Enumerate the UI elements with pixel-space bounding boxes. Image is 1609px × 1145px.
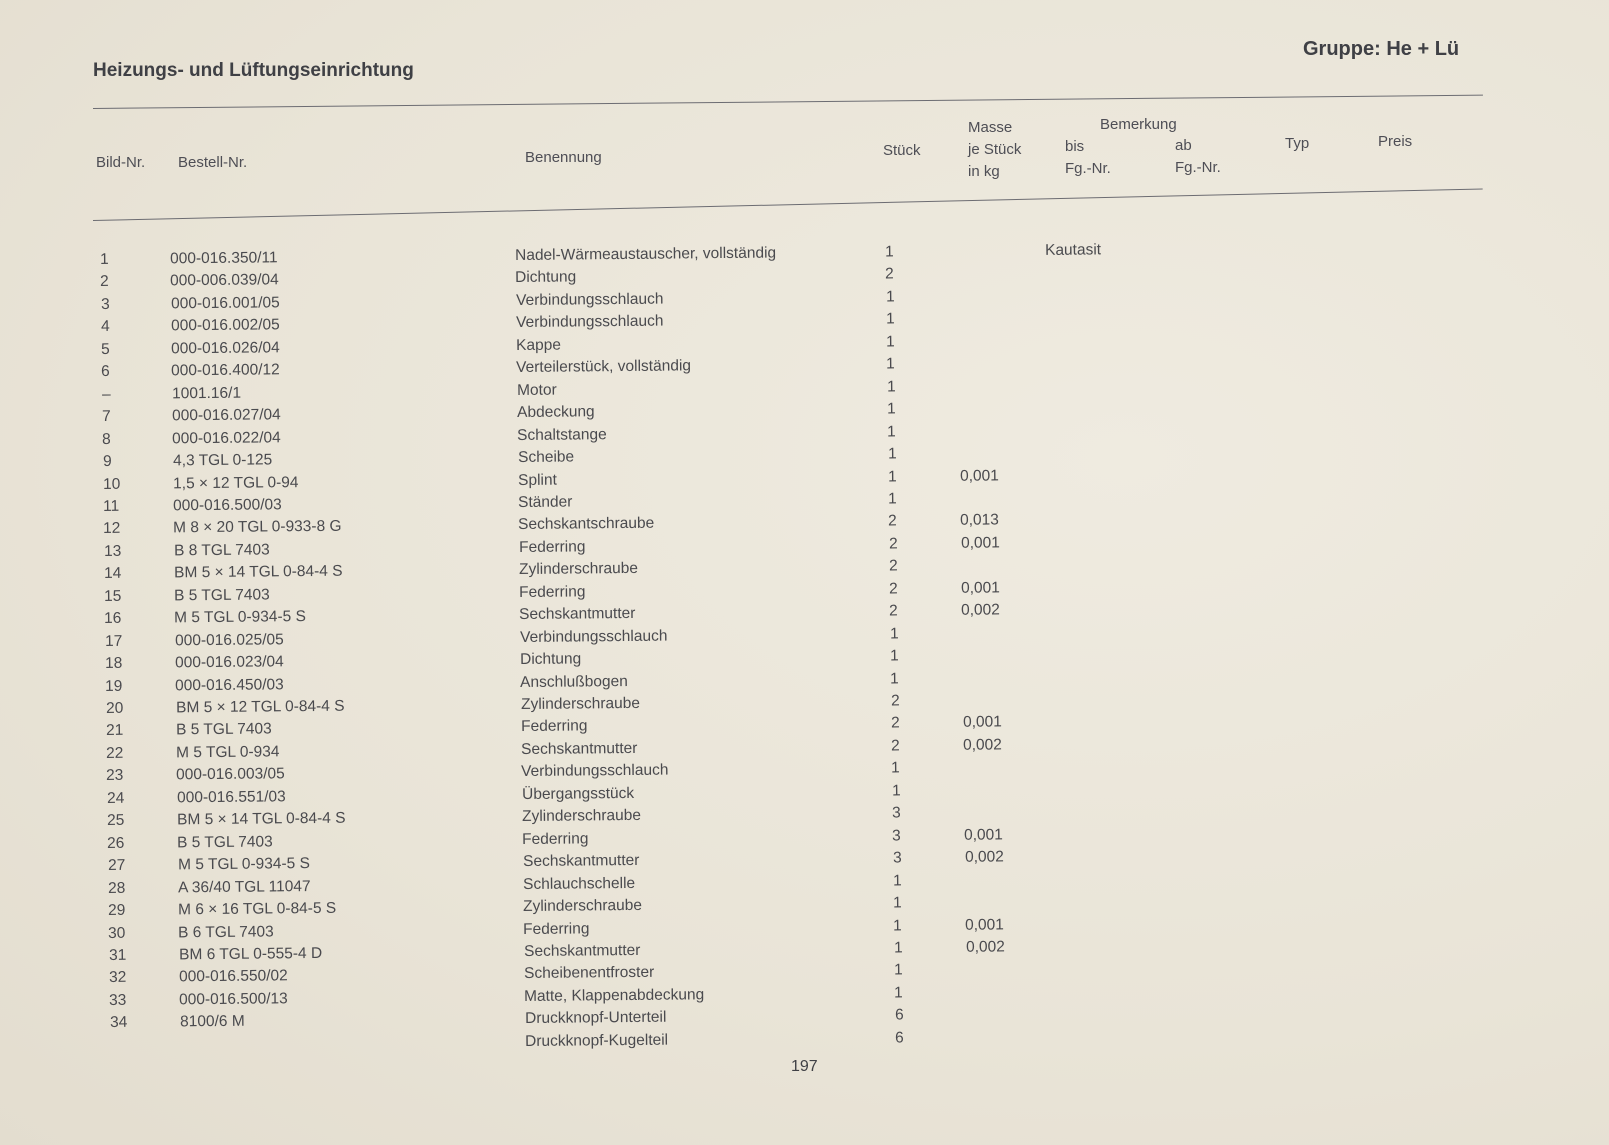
bild-nr-cell: 11 xyxy=(103,497,120,515)
remark-cell: Kautasit xyxy=(1044,241,1102,259)
part-name-cell: Dichtung xyxy=(515,268,577,287)
part-name-cell: Schlauchschelle xyxy=(522,874,636,893)
bild-nr-cell: 20 xyxy=(105,699,124,717)
part-name-cell: Federring xyxy=(518,538,586,556)
bild-nr-cell: 18 xyxy=(105,654,123,673)
quantity-cell: 1 xyxy=(886,378,896,396)
group-label: Gruppe: He + Lü xyxy=(1303,38,1460,60)
header-bild-nr: Bild-Nr. xyxy=(96,154,146,171)
bild-nr-cell: 19 xyxy=(105,677,123,695)
quantity-cell: 1 xyxy=(891,759,901,777)
part-name-cell: Sechskantmutter xyxy=(519,605,636,624)
header-masse-line1: Masse xyxy=(968,119,1013,136)
part-name-cell: Verbindungsschlauch xyxy=(515,312,664,332)
bild-nr-cell: 32 xyxy=(108,969,127,987)
part-name-cell: Schaltstange xyxy=(517,425,608,444)
quantity-cell: 1 xyxy=(887,467,897,485)
bild-nr-cell: 30 xyxy=(108,924,126,942)
header-bis: bis xyxy=(1065,138,1085,155)
mass-cell: 0,002 xyxy=(961,601,1001,619)
bild-nr-cell: 27 xyxy=(107,856,125,875)
order-number-cell: BM 5 × 12 TGL 0-84-4 S xyxy=(175,697,345,717)
order-number-cell: BM 6 TGL 0-555-4 D xyxy=(178,944,322,964)
part-name-cell: Zylinderschraube xyxy=(520,694,640,714)
quantity-cell: 1 xyxy=(893,894,902,912)
part-name-cell: Druckknopf-Unterteil xyxy=(524,1008,666,1028)
quantity-cell: 1 xyxy=(885,288,895,306)
bild-nr-cell: 13 xyxy=(103,542,122,560)
quantity-cell: 1 xyxy=(893,916,903,934)
part-name-cell: Anschlußbogen xyxy=(520,672,629,691)
order-number-cell: BM 5 × 14 TGL 0-84-4 S xyxy=(173,563,343,582)
part-name-cell: Abdeckung xyxy=(516,403,595,422)
order-number-cell: 000-016.023/04 xyxy=(175,653,284,672)
part-name-cell: Matte, Klappenabdeckung xyxy=(524,986,705,1005)
part-name-cell: Sechskantmutter xyxy=(523,941,641,960)
bild-nr-cell: 2 xyxy=(100,273,110,291)
quantity-cell: 2 xyxy=(889,580,898,598)
mass-cell: 0,013 xyxy=(960,511,1000,530)
bild-nr-cell: 14 xyxy=(103,565,122,583)
part-name-cell: Federring xyxy=(523,919,590,938)
bild-nr-cell: 23 xyxy=(106,767,124,785)
bild-nr-cell: 1 xyxy=(100,250,109,268)
quantity-cell: 2 xyxy=(890,692,900,710)
order-number-cell: B 6 TGL 7403 xyxy=(178,922,275,941)
quantity-cell: 1 xyxy=(890,669,900,688)
quantity-cell: 3 xyxy=(892,827,902,845)
bild-nr-cell: 25 xyxy=(107,812,125,830)
bild-nr-cell: 21 xyxy=(105,722,124,740)
order-number-cell: 1001.16/1 xyxy=(171,384,241,403)
order-number-cell: M 5 TGL 0-934 xyxy=(176,743,280,762)
order-number-cell: 000-016.001/05 xyxy=(170,294,280,313)
quantity-cell: 6 xyxy=(894,1029,904,1047)
quantity-cell: 1 xyxy=(887,445,897,463)
bild-nr-cell: 15 xyxy=(104,587,122,605)
quantity-cell: 1 xyxy=(887,422,897,441)
quantity-cell: 1 xyxy=(886,333,895,351)
mass-cell: 0,002 xyxy=(965,938,1005,956)
quantity-cell: 1 xyxy=(886,400,896,418)
order-number-cell: 000-016.025/05 xyxy=(174,630,284,649)
order-number-cell: M 5 TGL 0-934-5 S xyxy=(177,855,310,874)
quantity-cell: 1 xyxy=(888,490,897,508)
part-name-cell: Sechskantschraube xyxy=(518,515,655,534)
bild-nr-cell: 26 xyxy=(107,834,125,852)
bild-nr-cell: 24 xyxy=(106,789,125,807)
part-name-cell: Verbindungsschlauch xyxy=(521,761,669,781)
order-number-cell: 000-016.026/04 xyxy=(171,339,280,358)
part-name-cell: Ständer xyxy=(518,493,573,511)
bild-nr-cell: 22 xyxy=(106,744,124,762)
order-number-cell: M 8 × 20 TGL 0-933-8 G xyxy=(173,518,342,537)
part-name-cell: Sechskantmutter xyxy=(521,739,638,758)
quantity-cell: 2 xyxy=(888,535,898,553)
order-number-cell: 000-016.002/05 xyxy=(170,316,280,335)
part-name-cell: Dichtung xyxy=(520,650,582,669)
header-stueck: Stück xyxy=(883,142,921,159)
quantity-cell: 2 xyxy=(888,557,898,575)
bild-nr-cell: 4 xyxy=(100,318,110,336)
order-number-cell: 000-006.039/04 xyxy=(170,271,280,290)
mass-cell: 0,002 xyxy=(964,848,1004,866)
part-name-cell: Federring xyxy=(520,717,588,736)
order-number-cell: 000-016.550/02 xyxy=(178,967,288,986)
order-number-cell: BM 5 × 14 TGL 0-84-4 S xyxy=(177,809,346,829)
quantity-cell: 2 xyxy=(888,512,898,530)
quantity-cell: 3 xyxy=(892,849,902,867)
order-number-cell: 000-016.551/03 xyxy=(176,788,286,807)
mass-cell: 0,001 xyxy=(962,713,1002,732)
part-name-cell: Verteilerstück, vollständig xyxy=(516,357,692,377)
bild-nr-cell: 8 xyxy=(102,430,112,448)
header-bestell-nr: Bestell-Nr. xyxy=(178,154,248,171)
part-name-cell: Federring xyxy=(522,830,589,848)
part-name-cell: Kappe xyxy=(516,336,562,354)
quantity-cell: 1 xyxy=(893,939,903,957)
part-name-cell: Nadel-Wärmeaustauscher, vollständig xyxy=(515,244,777,265)
bild-nr-cell: – xyxy=(101,385,111,403)
bild-nr-cell: 10 xyxy=(102,475,121,493)
header-bis-fg-nr: Fg.-Nr. xyxy=(1065,160,1111,177)
page-number: 197 xyxy=(791,1058,818,1075)
header-bemerkung: Bemerkung xyxy=(1100,116,1177,133)
bild-nr-cell: 17 xyxy=(104,632,123,650)
part-name-cell: Motor xyxy=(516,381,557,399)
quantity-cell: 1 xyxy=(894,984,904,1002)
bild-nr-cell: 31 xyxy=(108,946,127,964)
part-name-cell: Übergangsstück xyxy=(521,784,634,803)
mass-cell: 0,002 xyxy=(963,736,1003,754)
header-ab-fg-nr: Fg.-Nr. xyxy=(1175,159,1221,176)
order-number-cell: B 5 TGL 7403 xyxy=(175,720,272,739)
mass-cell: 0,001 xyxy=(960,534,1000,552)
order-number-cell: B 5 TGL 7403 xyxy=(177,833,274,852)
bild-nr-cell: 12 xyxy=(103,520,121,538)
part-name-cell: Verbindungsschlauch xyxy=(515,290,664,309)
part-name-cell: Scheibenentfroster xyxy=(523,964,655,983)
order-number-cell: 000-016.022/04 xyxy=(172,428,282,447)
order-number-cell: M 6 × 16 TGL 0-84-5 S xyxy=(178,899,337,919)
mass-cell: 0,001 xyxy=(964,826,1004,844)
order-number-cell: 000-016.027/04 xyxy=(171,406,281,425)
order-number-cell: 4,3 TGL 0-125 xyxy=(172,451,272,470)
mass-cell: 0,001 xyxy=(959,466,999,485)
part-name-cell: Zylinderschraube xyxy=(522,807,642,826)
quantity-cell: 2 xyxy=(885,265,895,283)
bild-nr-cell: 29 xyxy=(108,901,126,920)
mass-cell: 0,001 xyxy=(961,579,1001,597)
order-number-cell: 000-016.500/13 xyxy=(179,990,289,1009)
quantity-cell: 1 xyxy=(892,871,902,890)
quantity-cell: 1 xyxy=(884,243,894,261)
order-number-cell: 1,5 × 12 TGL 0-94 xyxy=(172,473,299,492)
quantity-cell: 6 xyxy=(894,1006,904,1024)
quantity-cell: 1 xyxy=(891,782,901,800)
part-name-cell: Druckknopf-Kugelteil xyxy=(524,1031,668,1050)
part-name-cell: Splint xyxy=(517,471,557,489)
bild-nr-cell: 9 xyxy=(102,452,112,471)
quantity-cell: 1 xyxy=(893,961,903,979)
part-name-cell: Zylinderschraube xyxy=(523,896,643,916)
bild-nr-cell: 28 xyxy=(107,879,126,897)
part-name-cell: Zylinderschraube xyxy=(518,560,638,579)
quantity-cell: 1 xyxy=(885,310,895,328)
part-name-cell: Federring xyxy=(519,583,586,601)
header-preis: Preis xyxy=(1378,133,1413,150)
quantity-cell: 1 xyxy=(886,355,896,373)
header-masse-line3: in kg xyxy=(968,163,1000,180)
bild-nr-cell: 33 xyxy=(109,991,127,1009)
quantity-cell: 2 xyxy=(891,737,900,755)
order-number-cell: 000-016.003/05 xyxy=(176,765,286,784)
bild-nr-cell: 16 xyxy=(104,610,122,628)
order-number-cell: 000-016.350/11 xyxy=(170,249,278,268)
mass-cell: 0,001 xyxy=(965,915,1005,934)
quantity-cell: 1 xyxy=(889,625,899,643)
order-number-cell: B 5 TGL 7403 xyxy=(174,586,271,605)
order-number-cell: 000-016.400/12 xyxy=(171,361,281,380)
bild-nr-cell: 6 xyxy=(101,363,111,381)
page-title: Heizungs- und Lüftungseinrichtung xyxy=(93,60,414,81)
bild-nr-cell: 5 xyxy=(101,340,110,358)
quantity-cell: 3 xyxy=(891,804,901,822)
header-benennung: Benennung xyxy=(525,149,602,166)
part-name-cell: Sechskantmutter xyxy=(522,852,640,871)
part-name-cell: Verbindungsschlauch xyxy=(519,627,668,646)
header-ab: ab xyxy=(1175,137,1192,154)
order-number-cell: A 36/40 TGL 11047 xyxy=(177,877,311,896)
bild-nr-cell: 34 xyxy=(109,1014,127,1032)
header-typ: Typ xyxy=(1285,135,1310,152)
order-number-cell: 000-016.450/03 xyxy=(175,675,285,694)
order-number-cell: M 5 TGL 0-934-5 S xyxy=(174,608,307,627)
quantity-cell: 2 xyxy=(889,602,899,620)
header-masse-line2: je Stück xyxy=(968,141,1022,158)
part-name-cell: Scheibe xyxy=(517,448,574,467)
order-number-cell: 8100/6 M xyxy=(179,1013,245,1031)
bild-nr-cell: 7 xyxy=(101,408,111,426)
order-number-cell: B 8 TGL 7403 xyxy=(173,541,270,560)
quantity-cell: 1 xyxy=(890,647,899,665)
quantity-cell: 2 xyxy=(890,714,900,732)
order-number-cell: 000-016.500/03 xyxy=(173,496,282,515)
bild-nr-cell: 3 xyxy=(100,295,110,313)
